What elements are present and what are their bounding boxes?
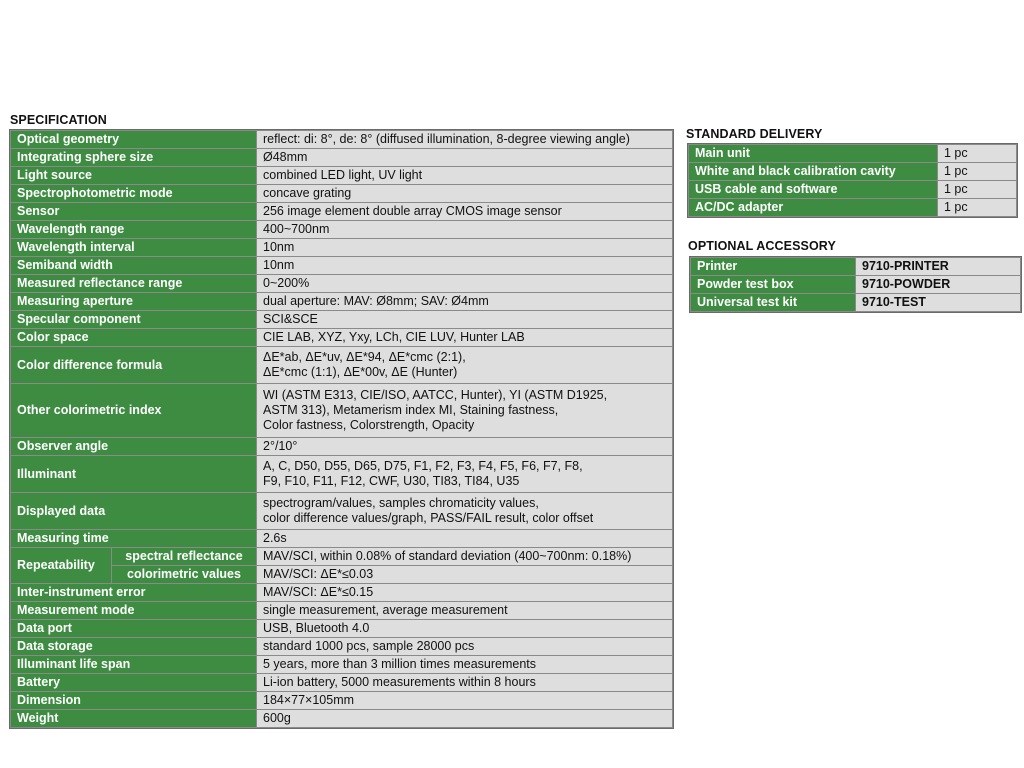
spec-value-line: ASTM 313), Metamerism index MI, Staining fastness,: [263, 403, 559, 417]
spec-row-sensor: [11, 203, 673, 221]
spec-value: Ø48mm: [257, 149, 673, 167]
accessory-code: 9710-TEST: [856, 294, 1021, 312]
spec-row-optical-geometry: [11, 131, 673, 149]
spec-label: Spectrophotometric mode: [11, 185, 257, 203]
spec-value: 10nm: [257, 239, 673, 257]
spec-label: Sensor: [11, 203, 257, 221]
delivery-item: White and black calibration cavity: [689, 163, 938, 181]
spec-label: Color difference formula: [11, 347, 257, 384]
spec-value: [257, 347, 673, 384]
spec-value: 10nm: [257, 257, 673, 275]
spec-value: dual aperture: MAV: Ø8mm; SAV: Ø4mm: [257, 293, 673, 311]
spec-label: Battery: [11, 674, 257, 692]
spec-value: reflect: di: 8°, de: 8° (diffused illumination, 8-degree viewing angle): [257, 131, 673, 149]
spec-row-measuring-time: [11, 530, 673, 548]
spec-label: Observer angle: [11, 438, 257, 456]
spec-label: Illuminant life span: [11, 656, 257, 674]
spec-label: Light source: [11, 167, 257, 185]
spec-label: Illuminant: [11, 456, 257, 493]
spec-value: CIE LAB, XYZ, Yxy, LCh, CIE LUV, Hunter LAB: [257, 329, 673, 347]
delivery-item: USB cable and software: [689, 181, 938, 199]
spec-row-illuminant-life-span: [11, 656, 673, 674]
spec-value: 2°/10°: [257, 438, 673, 456]
delivery-qty: 1 pc: [938, 181, 1017, 199]
spec-label: Data storage: [11, 638, 257, 656]
optional-accessory-table: [690, 257, 1021, 312]
accessory-item: Universal test kit: [691, 294, 856, 312]
delivery-item: Main unit: [689, 145, 938, 163]
accessory-item: Printer: [691, 258, 856, 276]
spec-row-data-storage: [11, 638, 673, 656]
spec-label: Wavelength range: [11, 221, 257, 239]
standard-delivery-heading: STANDARD DELIVERY: [686, 127, 823, 141]
spec-row-illuminant: [11, 456, 673, 493]
delivery-qty: 1 pc: [938, 199, 1017, 217]
spec-value: single measurement, average measurement: [257, 602, 673, 620]
spec-value: 184×77×105mm: [257, 692, 673, 710]
spec-label: Semiband width: [11, 257, 257, 275]
delivery-item: AC/DC adapter: [689, 199, 938, 217]
spec-value: USB, Bluetooth 4.0: [257, 620, 673, 638]
spec-label: Inter-instrument error: [11, 584, 257, 602]
spec-row-dimension: [11, 692, 673, 710]
delivery-qty: 1 pc: [938, 145, 1017, 163]
spec-value-line: WI (ASTM E313, CIE/ISO, AATCC, Hunter), YI (ASTM D1925,: [263, 388, 608, 402]
spec-value: 2.6s: [257, 530, 673, 548]
delivery-row: [689, 145, 1017, 163]
spec-label: Data port: [11, 620, 257, 638]
spec-label: Measuring aperture: [11, 293, 257, 311]
delivery-row: [689, 163, 1017, 181]
spec-row-integrating-sphere-size: [11, 149, 673, 167]
spec-value: SCI&SCE: [257, 311, 673, 329]
spec-value-line: ΔE*ab, ΔE*uv, ΔE*94, ΔE*cmc (2:1),: [263, 350, 466, 364]
spec-label: Displayed data: [11, 493, 257, 530]
spec-row-other-colorimetric-index: [11, 384, 673, 438]
spec-row-observer-angle: [11, 438, 673, 456]
spec-value: [257, 456, 673, 493]
spec-value-line: color difference values/graph, PASS/FAIL result, color offset: [263, 511, 594, 525]
spec-label: Other colorimetric index: [11, 384, 257, 438]
spec-value: 5 years, more than 3 million times measurements: [257, 656, 673, 674]
spec-row-wavelength-range: [11, 221, 673, 239]
spec-value: MAV/SCI: ΔE*≤0.15: [257, 584, 673, 602]
accessory-row: [691, 276, 1021, 294]
delivery-qty: 1 pc: [938, 163, 1017, 181]
spec-value-line: ΔE*cmc (1:1), ΔE*00v, ΔE (Hunter): [263, 365, 458, 379]
spec-label: Color space: [11, 329, 257, 347]
spec-row-light-source: [11, 167, 673, 185]
specification-table: [10, 130, 673, 728]
spec-value-line: F9, F10, F11, F12, CWF, U30, TI83, TI84, U35: [263, 474, 520, 488]
spec-label: Measuring time: [11, 530, 257, 548]
accessory-code: 9710-PRINTER: [856, 258, 1021, 276]
spec-sublabel: spectral reflectance: [112, 548, 257, 566]
spec-row-data-port: [11, 620, 673, 638]
spec-value: [257, 493, 673, 530]
spec-row-wavelength-interval: [11, 239, 673, 257]
spec-label: Repeatability: [11, 548, 112, 584]
spec-label: Measurement mode: [11, 602, 257, 620]
spec-label: Wavelength interval: [11, 239, 257, 257]
spec-value-line: A, C, D50, D55, D65, D75, F1, F2, F3, F4, F5, F6, F7, F8,: [263, 459, 583, 473]
spec-row-semiband-width: [11, 257, 673, 275]
spec-label: Optical geometry: [11, 131, 257, 149]
accessory-row: [691, 258, 1021, 276]
spec-value-line: Color fastness, Colorstrength, Opacity: [263, 418, 475, 432]
spec-value: combined LED light, UV light: [257, 167, 673, 185]
delivery-row: [689, 181, 1017, 199]
spec-value: concave grating: [257, 185, 673, 203]
spec-value: MAV/SCI, within 0.08% of standard deviation (400~700nm: 0.18%): [257, 548, 673, 566]
spec-value: 400~700nm: [257, 221, 673, 239]
spec-row-inter-instrument-error: [11, 584, 673, 602]
spec-value: standard 1000 pcs, sample 28000 pcs: [257, 638, 673, 656]
specification-heading: SPECIFICATION: [10, 113, 107, 127]
standard-delivery-table: [688, 144, 1017, 217]
spec-row-measuring-aperture: [11, 293, 673, 311]
spec-value: [257, 384, 673, 438]
spec-label: Measured reflectance range: [11, 275, 257, 293]
spec-row-measurement-mode: [11, 602, 673, 620]
spec-row-specular-component: [11, 311, 673, 329]
optional-accessory-heading: OPTIONAL ACCESSORY: [688, 239, 836, 253]
spec-value: 256 image element double array CMOS image sensor: [257, 203, 673, 221]
spec-sublabel: colorimetric values: [112, 566, 257, 584]
spec-value: 0~200%: [257, 275, 673, 293]
spec-row-spectrophotometric-mode: [11, 185, 673, 203]
spec-label: Weight: [11, 710, 257, 728]
spec-value: MAV/SCI: ΔE*≤0.03: [257, 566, 673, 584]
spec-row-displayed-data: [11, 493, 673, 530]
spec-value: Li-ion battery, 5000 measurements within 8 hours: [257, 674, 673, 692]
spec-row-measured-reflectance-range: [11, 275, 673, 293]
spec-label: Dimension: [11, 692, 257, 710]
spec-row-repeatability-spectral: [11, 548, 673, 566]
spec-label: Specular component: [11, 311, 257, 329]
spec-row-battery: [11, 674, 673, 692]
accessory-code: 9710-POWDER: [856, 276, 1021, 294]
spec-label: Integrating sphere size: [11, 149, 257, 167]
spec-row-color-space: [11, 329, 673, 347]
spec-row-weight: [11, 710, 673, 728]
spec-value: 600g: [257, 710, 673, 728]
spec-row-color-difference-formula: [11, 347, 673, 384]
spec-value-line: spectrogram/values, samples chromaticity values,: [263, 496, 539, 510]
accessory-item: Powder test box: [691, 276, 856, 294]
delivery-row: [689, 199, 1017, 217]
accessory-row: [691, 294, 1021, 312]
